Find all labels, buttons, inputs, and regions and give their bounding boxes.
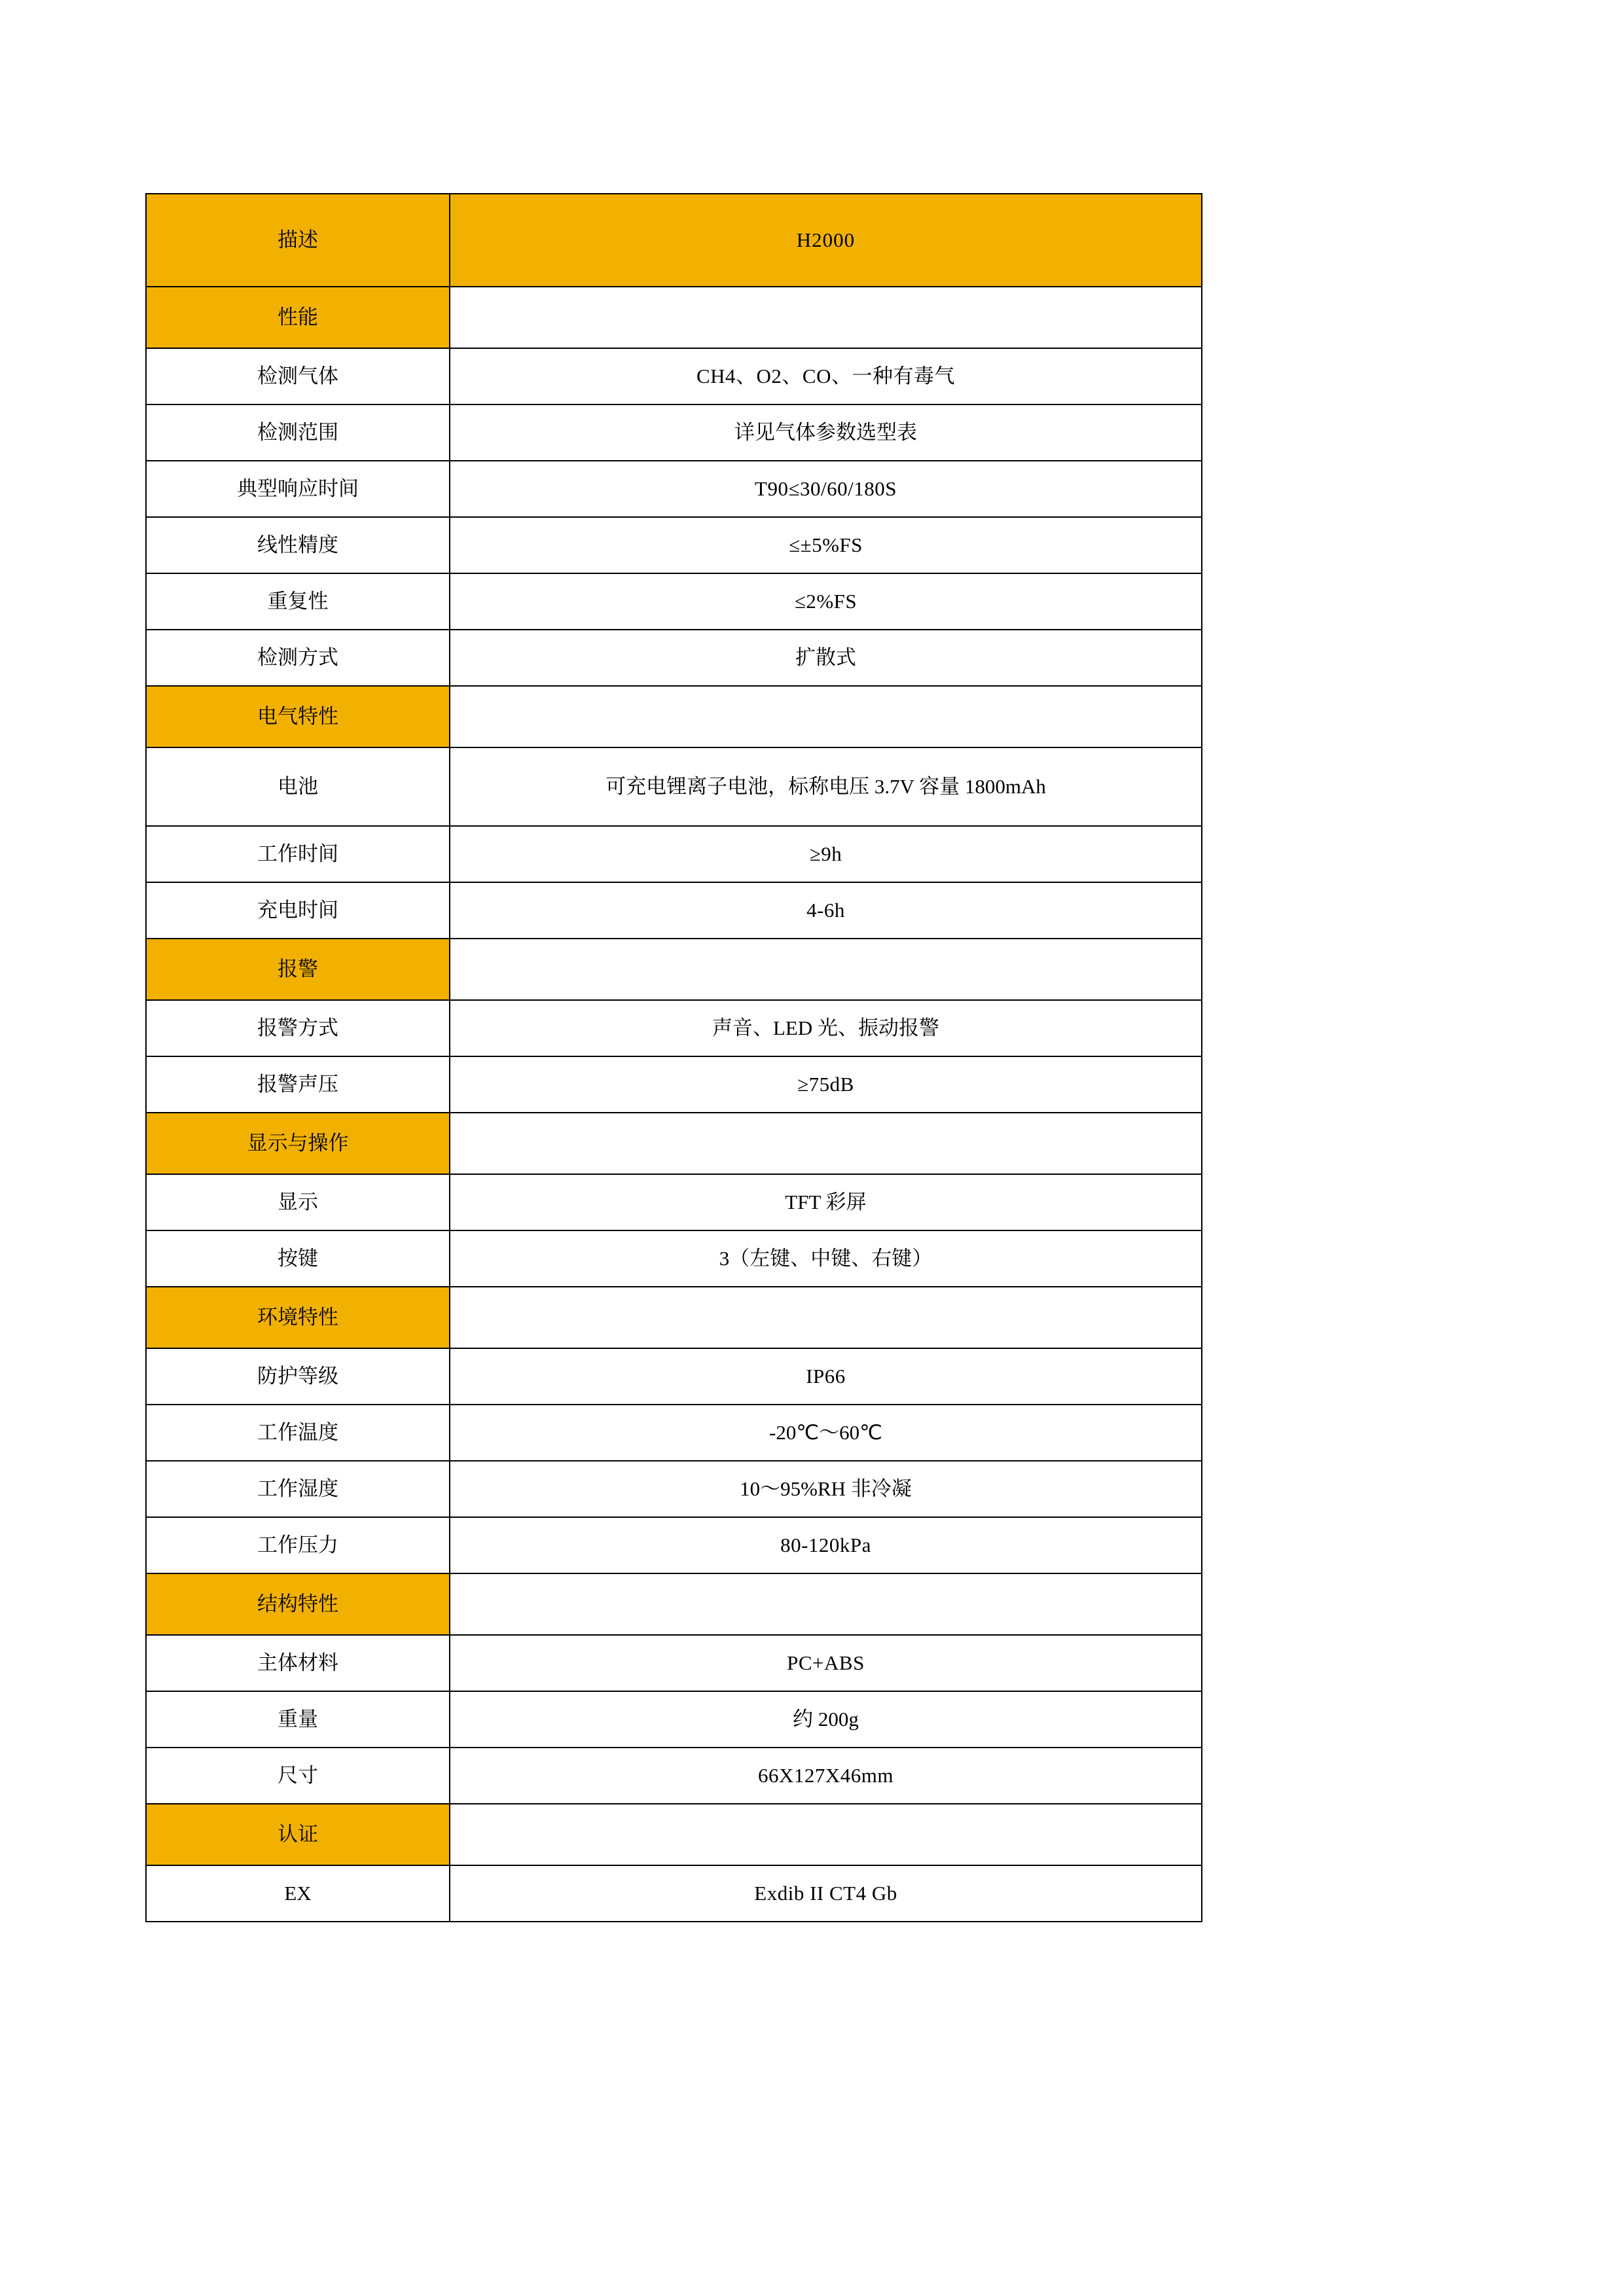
row-value: IP66 <box>450 1348 1202 1405</box>
section-label: 电气特性 <box>146 686 450 747</box>
row-label: 检测方式 <box>146 630 450 686</box>
section-label: 认证 <box>146 1804 450 1865</box>
table-row <box>146 1635 1202 1691</box>
header-cell-model: H2000 <box>450 194 1202 287</box>
table-row <box>146 461 1202 517</box>
row-label: 主体材料 <box>146 1635 450 1691</box>
section-value <box>450 686 1202 747</box>
row-label: 检测范围 <box>146 404 450 461</box>
table-row <box>146 517 1202 573</box>
row-value: ≥9h <box>450 826 1202 882</box>
row-value: 声音、LED 光、振动报警 <box>450 1000 1202 1056</box>
row-label: 报警声压 <box>146 1056 450 1113</box>
row-label: 报警方式 <box>146 1000 450 1056</box>
row-value: 66X127X46mm <box>450 1748 1202 1804</box>
section-value <box>450 1573 1202 1635</box>
header-cell-description: 描述 <box>146 194 450 287</box>
table-body <box>146 194 1202 1922</box>
row-value: ≤±5%FS <box>450 517 1202 573</box>
row-label: 显示 <box>146 1174 450 1230</box>
section-label: 结构特性 <box>146 1573 450 1635</box>
row-label: 按键 <box>146 1230 450 1287</box>
table-row <box>146 1804 1202 1865</box>
row-label: 防护等级 <box>146 1348 450 1405</box>
table-row <box>146 1517 1202 1573</box>
row-value: 扩散式 <box>450 630 1202 686</box>
table-row <box>146 1287 1202 1348</box>
section-label: 性能 <box>146 287 450 348</box>
row-label: 工作压力 <box>146 1517 450 1573</box>
table-row <box>146 1000 1202 1056</box>
table-header-row <box>146 194 1202 287</box>
table-row <box>146 1174 1202 1230</box>
table-row <box>146 1691 1202 1748</box>
row-value: Exdib II CT4 Gb <box>450 1865 1202 1922</box>
row-value: T90≤30/60/180S <box>450 461 1202 517</box>
section-label: 报警 <box>146 939 450 1000</box>
row-label: 线性精度 <box>146 517 450 573</box>
row-value: 4-6h <box>450 882 1202 939</box>
table-row <box>146 630 1202 686</box>
table-row <box>146 1405 1202 1461</box>
table-row <box>146 404 1202 461</box>
section-label: 环境特性 <box>146 1287 450 1348</box>
section-value <box>450 1287 1202 1348</box>
table-row <box>146 1573 1202 1635</box>
table-row <box>146 882 1202 939</box>
table-row <box>146 1230 1202 1287</box>
table-row <box>146 573 1202 630</box>
row-value: 约 200g <box>450 1691 1202 1748</box>
section-label: 显示与操作 <box>146 1113 450 1174</box>
table-row <box>146 747 1202 826</box>
row-label: 重复性 <box>146 573 450 630</box>
row-value: 80-120kPa <box>450 1517 1202 1573</box>
row-label: 工作温度 <box>146 1405 450 1461</box>
row-value: 3（左键、中键、右键） <box>450 1230 1202 1287</box>
table-row <box>146 826 1202 882</box>
row-value: ≥75dB <box>450 1056 1202 1113</box>
row-value: PC+ABS <box>450 1635 1202 1691</box>
row-value: 可充电锂离子电池，标称电压 3.7V 容量 1800mAh <box>450 747 1202 826</box>
row-label: EX <box>146 1865 450 1922</box>
row-value: CH4、O2、CO、一种有毒气 <box>450 348 1202 404</box>
row-label: 典型响应时间 <box>146 461 450 517</box>
table-row <box>146 287 1202 348</box>
table-row <box>146 1348 1202 1405</box>
table-row <box>146 686 1202 747</box>
row-value: 10～95%RH 非冷凝 <box>450 1461 1202 1517</box>
row-value: 详见气体参数选型表 <box>450 404 1202 461</box>
section-value <box>450 939 1202 1000</box>
specification-table <box>145 193 1202 1922</box>
table-row <box>146 348 1202 404</box>
table-row <box>146 1748 1202 1804</box>
row-value: -20℃～60℃ <box>450 1405 1202 1461</box>
row-label: 尺寸 <box>146 1748 450 1804</box>
row-label: 工作时间 <box>146 826 450 882</box>
row-label: 重量 <box>146 1691 450 1748</box>
section-value <box>450 1804 1202 1865</box>
table-row <box>146 939 1202 1000</box>
section-value <box>450 1113 1202 1174</box>
row-label: 检测气体 <box>146 348 450 404</box>
row-label: 充电时间 <box>146 882 450 939</box>
row-value: ≤2%FS <box>450 573 1202 630</box>
table-row <box>146 1056 1202 1113</box>
table-row <box>146 1865 1202 1922</box>
row-label: 工作湿度 <box>146 1461 450 1517</box>
section-value <box>450 287 1202 348</box>
table-row <box>146 1461 1202 1517</box>
table-row <box>146 1113 1202 1174</box>
row-value: TFT 彩屏 <box>450 1174 1202 1230</box>
row-label: 电池 <box>146 747 450 826</box>
